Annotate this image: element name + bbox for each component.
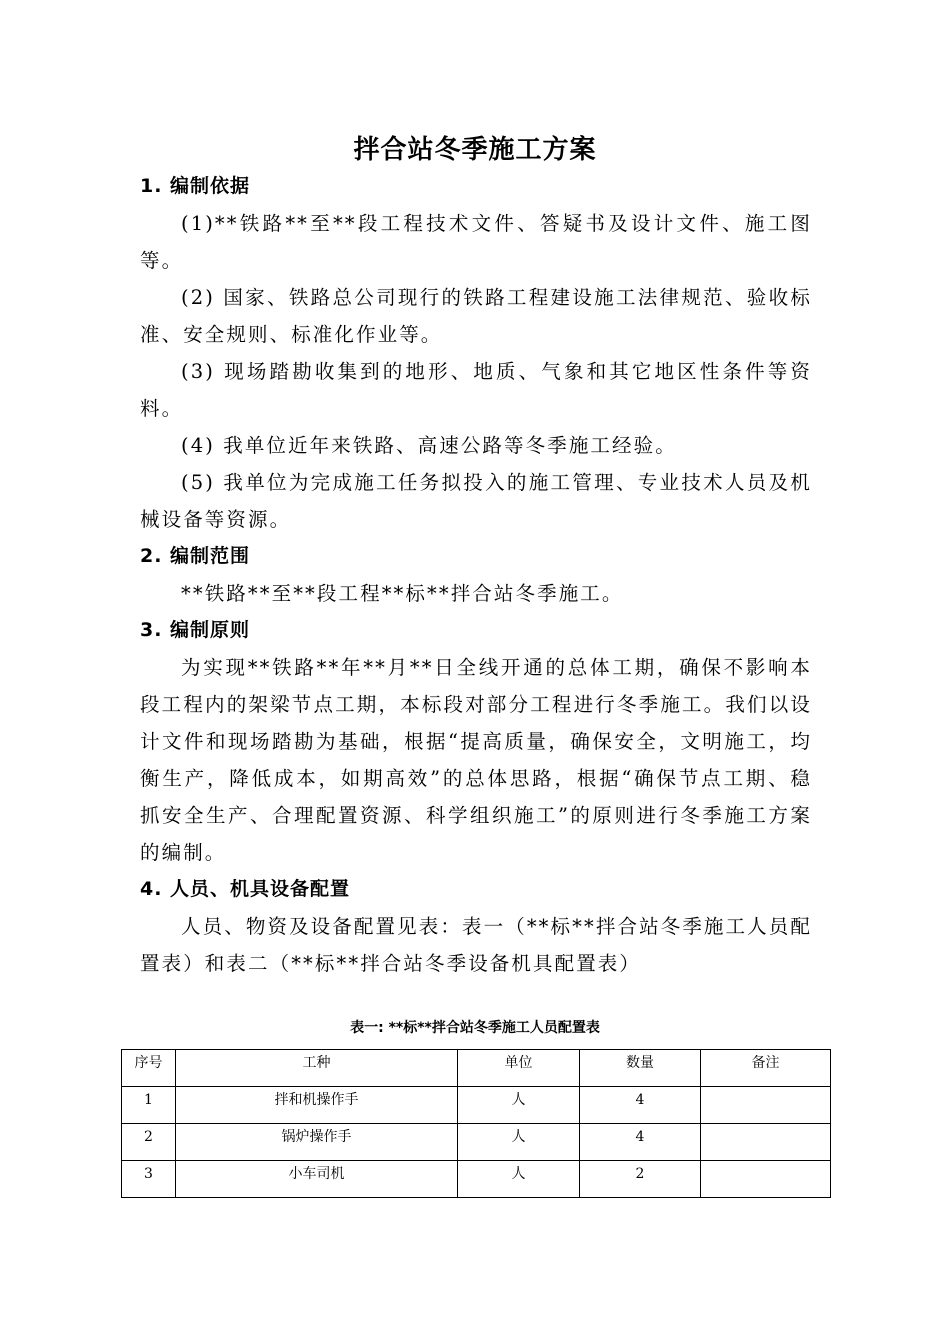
cell-quantity: 4 (580, 1124, 701, 1161)
cell-index: 1 (122, 1087, 176, 1124)
paragraph: (4) 我单位近年来铁路、高速公路等冬季施工经验。 (181, 434, 677, 457)
table-row (122, 1124, 831, 1161)
staff-config-table (121, 1049, 831, 1198)
paragraph: **铁路**至**段工程**标**拌合站冬季施工。 (181, 582, 624, 605)
cell-remark (701, 1161, 831, 1198)
cell-unit: 人 (458, 1124, 580, 1161)
paragraph: (5) 我单位为完成施工任务拟投入的施工管理、专业技术人员及机械设备等资源。 (140, 471, 812, 531)
paragraph: (2) 国家、铁路总公司现行的铁路工程建设施工法律规范、验收标准、安全规则、标准化作业等。 (140, 286, 812, 346)
cell-quantity: 4 (580, 1087, 701, 1124)
document-body (140, 168, 812, 982)
cell-unit: 人 (458, 1087, 580, 1124)
table-row (122, 1161, 831, 1198)
cell-unit: 人 (458, 1161, 580, 1198)
table-caption: 表一: **标**拌合站冬季施工人员配置表 (350, 1020, 600, 1036)
paragraph: (1)**铁路**至**段工程技术文件、答疑书及设计文件、施工图等。 (140, 212, 812, 272)
cell-job: 锅炉操作手 (176, 1124, 458, 1161)
cell-remark (701, 1087, 831, 1124)
section-heading: 4. 人员、机具设备配置 (140, 878, 351, 900)
header-cell-unit: 单位 (458, 1050, 580, 1087)
cell-quantity: 2 (580, 1161, 701, 1198)
section-heading: 3. 编制原则 (140, 619, 251, 641)
section-heading: 2. 编制范围 (140, 545, 251, 567)
table-header-row (122, 1050, 831, 1087)
table-row (122, 1087, 831, 1124)
cell-job: 拌和机操作手 (176, 1087, 458, 1124)
header-cell-quantity: 数量 (580, 1050, 701, 1087)
section-heading: 1. 编制依据 (140, 175, 251, 197)
paragraph: 为实现**铁路**年**月**日全线开通的总体工期，确保不影响本段工程内的架梁节点工期，本标段对部分工程进行冬季施工。我们以设计文件和现场踏勘为基础，根据“提高质量，确保安全，文明施工，均衡生产，降低成本，如期高效”的总体思路，根据“确保节点工期、稳抓安全生产、合理配置资源、科学组织施工”的原则进行冬季施工方案的编制。 (140, 656, 812, 864)
cell-remark (701, 1124, 831, 1161)
cell-job: 小车司机 (176, 1161, 458, 1198)
cell-index: 3 (122, 1161, 176, 1198)
paragraph: (3) 现场踏勘收集到的地形、地质、气象和其它地区性条件等资料。 (140, 360, 812, 420)
cell-index: 2 (122, 1124, 176, 1161)
paragraph: 人员、物资及设备配置见表：表一（**标**拌合站冬季施工人员配置表）和表二（**标**拌合站冬季设备机具配置表） (140, 915, 812, 975)
header-cell-index: 序号 (122, 1050, 176, 1087)
header-cell-job: 工种 (176, 1050, 458, 1087)
document-title: 拌合站冬季施工方案 (353, 135, 597, 165)
header-cell-remark: 备注 (701, 1050, 831, 1087)
